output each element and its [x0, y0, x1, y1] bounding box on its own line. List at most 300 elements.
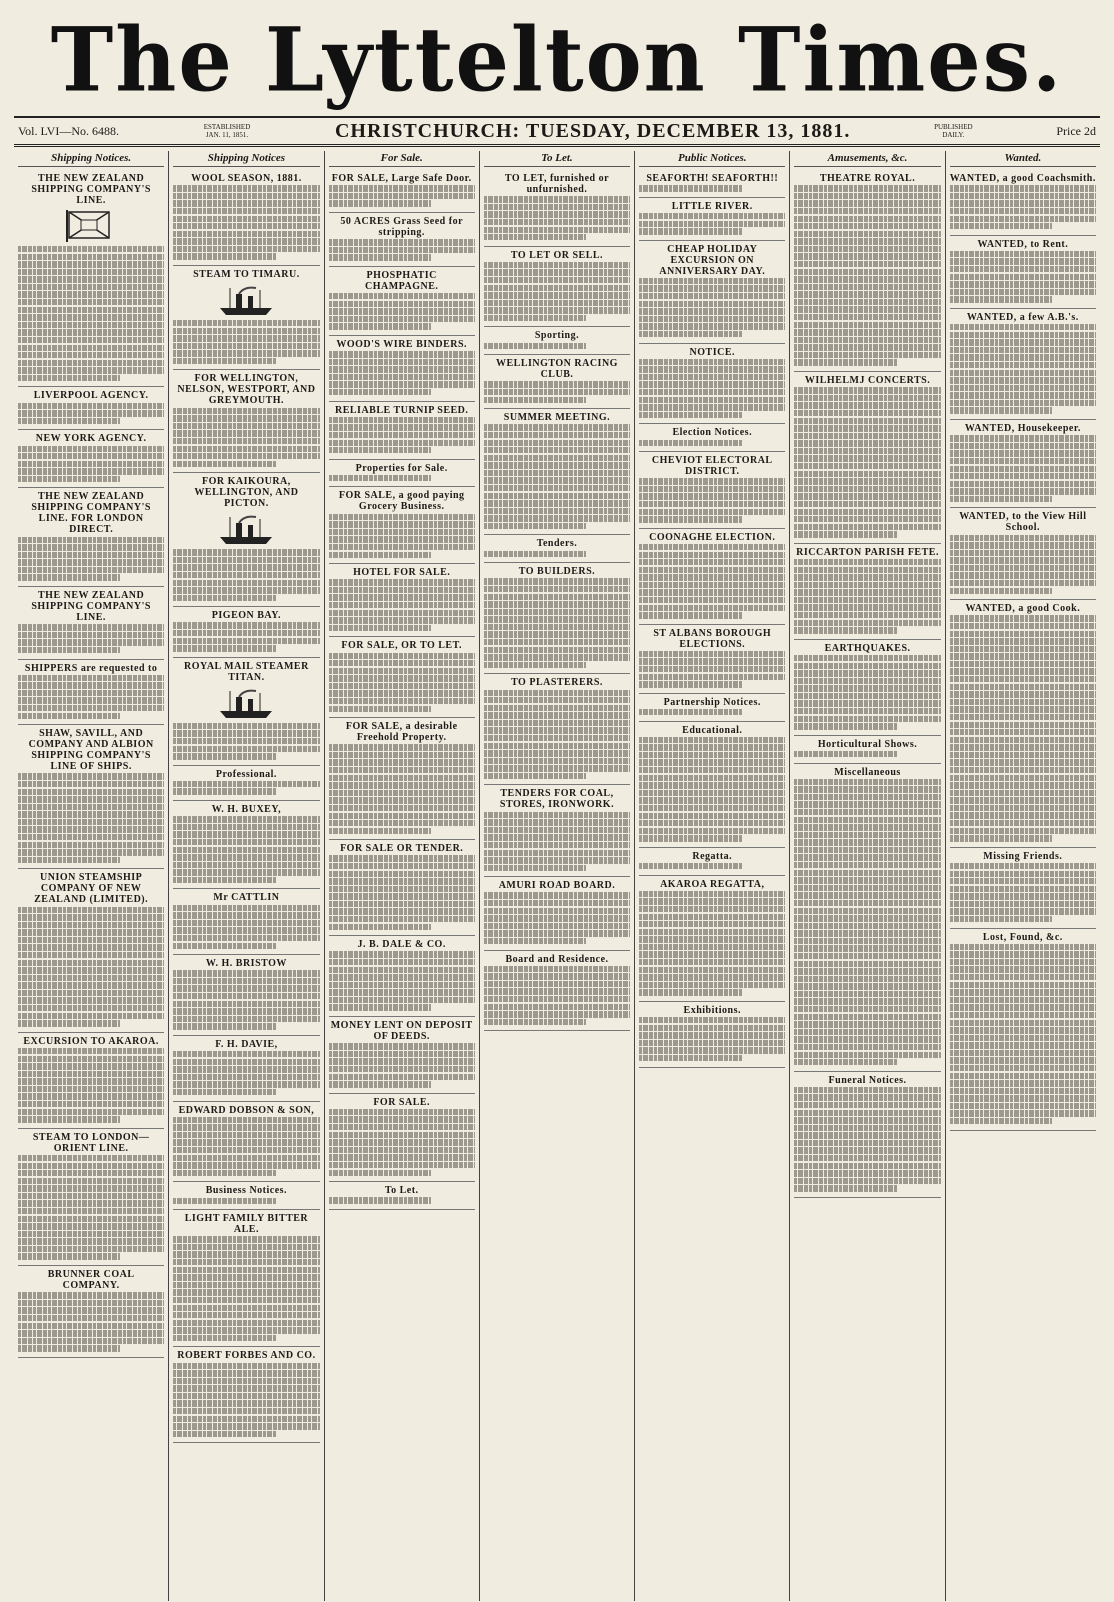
advertisement-body [794, 655, 940, 730]
text-line [794, 794, 940, 800]
text-line [484, 1011, 630, 1017]
text-line [329, 1162, 475, 1168]
text-line [329, 594, 475, 600]
text-line [18, 1078, 164, 1084]
steamship-icon [216, 282, 276, 318]
text-line [794, 337, 940, 343]
advertisement-body [950, 615, 1096, 841]
text-line [173, 1431, 275, 1437]
text-line [950, 450, 1096, 456]
text-line [329, 185, 475, 191]
text-line [173, 580, 319, 586]
text-line [173, 723, 319, 729]
text-line [18, 811, 164, 817]
text-line [639, 982, 785, 988]
text-line [950, 1027, 1096, 1033]
advertisement [173, 658, 319, 766]
text-line [950, 1095, 1096, 1101]
text-line [484, 219, 630, 225]
advertisement-title: Educational. [682, 724, 743, 736]
advertisement-body [329, 744, 475, 834]
advertisement-title: NEW YORK AGENCY. [35, 433, 147, 445]
text-line [794, 991, 940, 997]
text-line [173, 423, 319, 429]
text-line [173, 622, 319, 628]
text-line [173, 645, 275, 651]
advertisement-body [18, 624, 164, 653]
advertisement-body [173, 1117, 319, 1176]
text-line [794, 1021, 940, 1027]
text-line [639, 478, 785, 484]
text-line [794, 839, 940, 845]
text-line [484, 523, 586, 529]
advertisement-body [484, 262, 630, 321]
text-line [794, 200, 940, 206]
advertisement-title: LITTLE RIVER. [671, 200, 753, 212]
text-line [794, 900, 940, 906]
advertisement-title: SEAFORTH! SEAFORTH!! [646, 173, 779, 184]
text-line [484, 712, 630, 718]
text-line [329, 366, 475, 372]
advertisement-title: THEATRE ROYAL. [819, 173, 916, 184]
advertisement-title: TO LET, furnished or unfurnished. [504, 173, 610, 195]
text-line [950, 646, 1096, 652]
advertisement [639, 625, 785, 694]
text-line [173, 1335, 275, 1341]
advertisement-body [173, 549, 319, 601]
text-line [950, 496, 1052, 502]
text-line [18, 314, 164, 320]
text-line [484, 204, 630, 210]
text-line [329, 989, 475, 995]
text-line [950, 916, 1052, 922]
advertisement-title: LIGHT FAMILY BITTER ALE. [184, 1213, 309, 1236]
text-line [484, 594, 630, 600]
text-line [329, 1154, 475, 1160]
text-line [950, 966, 1096, 972]
text-line [794, 1125, 940, 1131]
text-line [794, 892, 940, 898]
text-line [329, 193, 475, 199]
advertisement-body [329, 417, 475, 454]
text-line [794, 322, 940, 328]
text-line [950, 435, 1096, 441]
advertisement-body [173, 320, 319, 364]
text-line [950, 392, 1096, 398]
column-7 [946, 151, 1100, 1601]
text-line [484, 915, 630, 921]
text-line [484, 654, 630, 660]
text-line [484, 812, 630, 818]
text-line [173, 208, 319, 214]
text-line [18, 1200, 164, 1206]
text-line [794, 425, 940, 431]
advertisement-title: Missing Friends. [983, 850, 1063, 862]
text-line [329, 351, 475, 357]
advertisement-title: Horticultural Shows. [817, 738, 918, 750]
text-line [950, 1050, 1096, 1056]
advertisement-body [639, 737, 785, 842]
text-line [329, 1116, 475, 1122]
text-line [794, 847, 940, 853]
advertisement [329, 718, 475, 840]
text-line [794, 670, 940, 676]
text-line [639, 605, 785, 611]
text-line [329, 767, 475, 773]
text-line [329, 653, 475, 659]
advertisement-body [173, 185, 319, 260]
text-line [18, 345, 164, 351]
text-line [484, 262, 630, 268]
advertisement-title: COONAGHE ELECTION. [649, 531, 776, 543]
text-line [484, 1004, 630, 1010]
text-line [639, 967, 785, 973]
price: Price 2d [1056, 123, 1096, 138]
text-line [639, 936, 785, 942]
advertisement [639, 424, 785, 452]
text-line [18, 1155, 164, 1161]
text-line [173, 1162, 319, 1168]
text-line [173, 1305, 319, 1311]
advertisement [484, 355, 630, 409]
text-line [18, 944, 164, 950]
text-line [18, 849, 164, 855]
text-line [18, 1163, 164, 1169]
text-line [794, 253, 940, 259]
text-line [639, 374, 785, 380]
advertisement-body [950, 185, 1096, 229]
text-line [173, 253, 275, 259]
text-line [639, 1025, 785, 1031]
text-line [173, 1378, 319, 1384]
column-3 [325, 151, 480, 1601]
text-line [950, 223, 1052, 229]
advertisement-body [18, 1155, 164, 1260]
text-line [173, 408, 319, 414]
text-line [484, 819, 630, 825]
masthead-title: The Lyttelton Times. [50, 7, 1064, 112]
text-line [18, 254, 164, 260]
advertisement [484, 674, 630, 785]
text-line [18, 713, 120, 719]
text-line [173, 223, 319, 229]
text-line [794, 620, 940, 626]
text-line [329, 1074, 475, 1080]
text-line [794, 1147, 940, 1153]
text-line [18, 1063, 164, 1069]
text-line [173, 350, 319, 356]
text-line [794, 276, 940, 282]
text-line [950, 901, 1096, 907]
text-line [794, 559, 940, 565]
advertisement-body [18, 773, 164, 863]
text-line [950, 1020, 1096, 1026]
text-line [639, 213, 785, 219]
text-line [173, 1139, 319, 1145]
advertisement [329, 460, 475, 488]
text-line [794, 352, 940, 358]
text-line [794, 567, 940, 573]
text-line [950, 377, 1096, 383]
advertisement-body [950, 251, 1096, 303]
text-line [484, 631, 630, 637]
advertisement-body [329, 1197, 475, 1203]
advertisement [18, 1129, 164, 1266]
column-2 [169, 151, 324, 1601]
text-line [794, 410, 940, 416]
text-line [173, 1251, 319, 1257]
text-line [173, 430, 319, 436]
text-line [173, 1244, 319, 1250]
text-line [794, 612, 940, 618]
volume-number: Vol. LVI—No. 6488. [18, 123, 120, 138]
advertisement [639, 170, 785, 198]
text-line [329, 521, 475, 527]
text-line [950, 354, 1096, 360]
advertisement-body [794, 751, 940, 757]
advertisement-title: WOOL SEASON, 1881. [191, 173, 302, 184]
text-line [639, 552, 785, 558]
text-line [18, 1109, 164, 1115]
text-line [18, 1216, 164, 1222]
text-line [329, 828, 431, 834]
text-line [950, 466, 1096, 472]
text-line [173, 557, 319, 563]
text-line [794, 751, 896, 757]
text-line [173, 358, 275, 364]
advertisement-title: THE NEW ZEALAND SHIPPING COMPANY'S LINE. FOR LONDON DIRECT. [31, 491, 151, 536]
text-line [794, 945, 940, 951]
text-line [950, 820, 1096, 826]
advertisement [639, 452, 785, 529]
text-line [329, 308, 475, 314]
advertisement-body [950, 535, 1096, 594]
text-line [329, 1081, 431, 1087]
text-line [484, 470, 630, 476]
text-line [173, 1297, 319, 1303]
column-heading: Public Notices. [639, 151, 785, 167]
text-line [484, 647, 630, 653]
text-line [639, 559, 785, 565]
advertisement-title: Sporting. [534, 330, 580, 342]
text-line [173, 1198, 275, 1204]
text-line [173, 1327, 319, 1333]
advertisement [950, 929, 1096, 1131]
text-line [484, 697, 630, 703]
advertisement-body [329, 514, 475, 558]
text-line [484, 735, 630, 741]
text-line [484, 586, 630, 592]
text-line [794, 574, 940, 580]
text-line [329, 200, 431, 206]
advertisement-title: SHAW, SAVILL, AND COMPANY AND ALBION SHIPPING COMPANY'S LINE OF SHIPS. [28, 728, 154, 773]
text-line [18, 842, 164, 848]
text-line [329, 359, 475, 365]
advertisement-body [484, 424, 630, 529]
text-line [18, 647, 120, 653]
advertisement [173, 766, 319, 801]
published-note: PUBLISHED DAILY. [934, 123, 973, 139]
text-line [173, 335, 319, 341]
column-6 [790, 151, 945, 1601]
text-line [173, 1236, 319, 1242]
text-line [18, 269, 164, 275]
text-line [950, 790, 1096, 796]
text-line [639, 775, 785, 781]
advertisement [484, 409, 630, 535]
text-line [484, 397, 586, 403]
text-line [484, 477, 630, 483]
text-line [173, 630, 319, 636]
text-line [639, 709, 741, 715]
advertisement [950, 508, 1096, 600]
advertisement-title: Properties for Sale. [355, 462, 448, 474]
text-line [173, 1385, 319, 1391]
advertisement [18, 725, 164, 869]
text-line [329, 514, 475, 520]
text-line [18, 789, 164, 795]
text-line [794, 238, 940, 244]
text-line [484, 662, 586, 668]
advertisement-title: THE NEW ZEALAND SHIPPING COMPANY'S LINE. [31, 590, 151, 624]
advertisement-title: TENDERS FOR COAL, STORES, IRONWORK. [499, 788, 615, 811]
text-line [484, 750, 630, 756]
text-line [484, 705, 630, 711]
text-line [794, 801, 940, 807]
advertisement [18, 587, 164, 660]
text-line [18, 697, 164, 703]
company-flag-icon [61, 208, 121, 244]
text-line [950, 623, 1096, 629]
text-line [484, 900, 630, 906]
advertisement-title: TO BUILDERS. [518, 566, 596, 578]
text-line [950, 208, 1096, 214]
advertisement [173, 1347, 319, 1443]
advertisement-title: 50 ACRES Grass Seed for stripping. [340, 215, 464, 238]
advertisement-body [173, 1198, 319, 1204]
text-line [639, 1040, 785, 1046]
text-line [18, 1005, 164, 1011]
text-line [950, 638, 1096, 644]
advertisement [18, 1033, 164, 1129]
text-line [18, 1323, 164, 1329]
advertisement [794, 764, 940, 1072]
advertisement [639, 694, 785, 722]
text-line [794, 231, 940, 237]
text-line [950, 752, 1096, 758]
text-line [329, 417, 475, 423]
text-line [173, 1001, 319, 1007]
text-line [173, 1132, 319, 1138]
text-line [950, 362, 1096, 368]
text-line [484, 389, 630, 395]
text-line [173, 1416, 319, 1422]
text-line [794, 976, 940, 982]
advertisement [173, 1182, 319, 1210]
text-line [329, 916, 475, 922]
text-line [794, 604, 940, 610]
text-line [794, 501, 940, 507]
advertisement [484, 535, 630, 563]
text-line [173, 943, 275, 949]
text-line [484, 609, 630, 615]
text-line [950, 580, 1096, 586]
text-line [639, 381, 785, 387]
text-line [639, 544, 785, 550]
text-line [18, 1116, 120, 1122]
advertisement [329, 267, 475, 336]
text-line [173, 320, 319, 326]
text-line [794, 471, 940, 477]
text-line [639, 228, 741, 234]
text-line [18, 682, 164, 688]
text-line [484, 827, 630, 833]
text-line [950, 488, 1096, 494]
advertisement-title: EXCURSION TO AKAROA. [23, 1035, 159, 1047]
advertisement-body [18, 907, 164, 1027]
text-line [329, 254, 431, 260]
column-1 [14, 151, 169, 1601]
text-line [639, 790, 785, 796]
advertisement-title: J. B. DALE & CO. [357, 939, 446, 951]
text-line [173, 862, 319, 868]
text-line [950, 274, 1096, 280]
text-line [173, 1370, 319, 1376]
text-line [329, 863, 475, 869]
advertisement-body [173, 905, 319, 949]
advertisement-title: FOR SALE. [373, 1096, 431, 1108]
text-line [329, 855, 475, 861]
text-line [484, 727, 630, 733]
text-line [484, 773, 586, 779]
advertisement [950, 236, 1096, 309]
text-line [484, 850, 630, 856]
text-line [173, 231, 319, 237]
text-line [639, 651, 785, 657]
text-line [18, 624, 164, 630]
text-line [18, 403, 164, 409]
text-line [950, 878, 1096, 884]
advertisement [484, 327, 630, 355]
advertisement-body [18, 403, 164, 425]
text-line [173, 1267, 319, 1273]
text-line [794, 923, 940, 929]
text-line [484, 966, 630, 972]
text-line [329, 752, 475, 758]
advertisement [329, 564, 475, 637]
text-line [950, 997, 1096, 1003]
text-line [18, 1345, 120, 1351]
text-line [173, 869, 319, 875]
advertisement-body [794, 1087, 940, 1192]
text-line [173, 1074, 319, 1080]
advertisement-title: ST ALBANS BOROUGH ELECTIONS. [653, 627, 772, 650]
text-line [18, 952, 164, 958]
advertisement [639, 241, 785, 344]
text-line [329, 1066, 475, 1072]
text-line [18, 1013, 164, 1019]
text-line [639, 1017, 785, 1023]
text-line [18, 967, 164, 973]
text-line [329, 790, 475, 796]
text-line [329, 316, 475, 322]
text-line [329, 1109, 475, 1115]
advertisement-body [18, 246, 164, 381]
text-line [794, 185, 940, 191]
text-line [173, 1124, 319, 1130]
text-line [639, 359, 785, 365]
advertisement [484, 877, 630, 950]
